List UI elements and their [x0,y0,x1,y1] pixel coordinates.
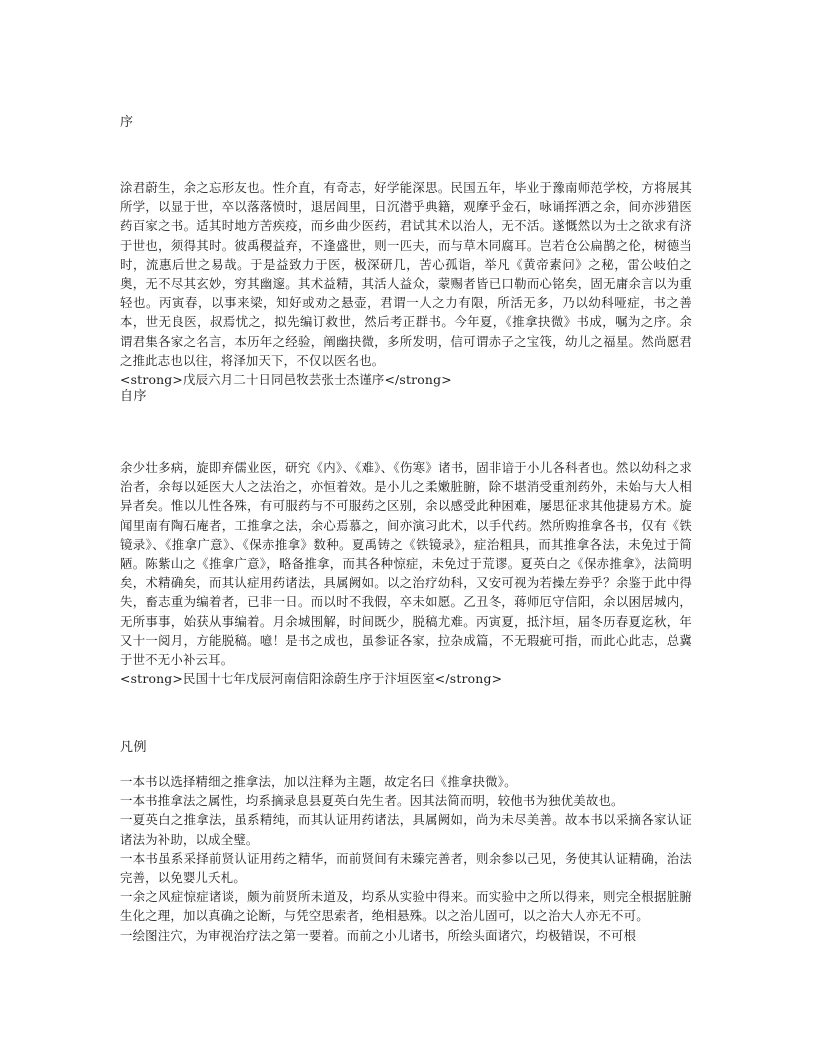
rules-item: 一本书以选择精细之推拿法，加以注释为主题，故定名曰《推拿抉微》。 [120,774,517,789]
preface-heading: 序 [120,115,134,130]
rules-item: 一余之风症惊症诸谈，颇为前贤所未道及，均系从实验中得来。而实验中之所以得来，则完全根据脏腑生化之理，加以真确之论断，与凭空思索者，绝相悬殊。以之治儿固可，以之治大人亦无不可。 [120,889,692,924]
preface-body: 涂君蔚生，余之忘形友也。性介直，有奇志，好学能深思。民国五年，毕业于豫南师范学校，方将展其所学，以显于世，卒以落落愤时，退居闾里，日沉潜乎典籍，观摩乎金石，咏诵挥洒之余，间亦涉猎医药百家之书。适其时地方苦疾疫，而乡曲少医药，君试其术以治人，无不活。遂慨然以为士之欲求有济于世也，须得其时。彼禹稷益弃，不逢盛世，则一匹夫，而与草木同腐耳。岂若仓公扁鹊之伦，树德当时，流惠后世之易哉。于是益致力于医，极深研几，苦心孤诣，举凡《黄帝素问》之秘，雷公岐伯之奥，无不尽其玄妙，穷其幽邃。其术益精，其活人益众，蒙赐者皆已口勒而心铭矣，固无庸余言以为重轻也。丙寅春，以事来梁，知好或劝之悬壶，君谓一人之力有限，所活无多，乃以幼科哑症，书之善本，世无良医，叔焉忧之，拟先编订救世，然后考正群书。今年夏，《推拿抉微》书成，嘱为之序。余谓君集各家之名言，本历年之经验，阐幽抉微，多所发明，信可谓赤子之宝筏，幼儿之福星。然尚愿君之推此志也以往，将泽加天下，不仅以医名也。 [120,180,692,368]
self-preface-section [120,458,692,688]
rules-item: 一绘图注穴，为审视治疗法之第一要着。而前之小儿诸书，所绘头面诸穴，均极错误，不可根 [120,927,637,943]
rules-item: 一本书推拿法之属性，均系摘录息县夏英白先生者。因其法简而明，较他书为独优美故也。 [120,793,624,809]
self-preface-body: 余少壮多病，旋即弃儒业医，研究《内》、《难》、《伤寒》诸书，固非谙于小儿各科者也。然以幼科之求治者，余每以延医大人之法治之，亦恒着效。是小儿之柔嫩脏腑，除不堪消受重剂药外，未始与大人相异者矣。惟以儿性各殊，有可服药与不可服药之区别，余以感受此种困难，屡思征求其他捷易方术。旋闻里南有陶石庵者，工推拿之法，余心焉慕之，间亦演习此术，以手代药。然所购推拿各书，仅有《铁镜录》、《推拿广意》、《保赤推拿》数种。夏禹铸之《铁镜录》，症治粗具，而其推拿各法，未免过于简陋。陈紫山之《推拿广意》，略备推拿，而其各种惊症，未免过于荒谬。夏英白之《保赤推拿》，法简明矣，术精确矣，而其认症用药诸法，具属阙如。以之治疗幼科，又安可视为若操左券乎？余鉴于此中得失，畜志重为编着者，已非一日。而以时不我假，卒未如愿。乙丑冬，蒋师厄守信阳，余以困居城内，无所事事，始获从事编着。月余城围解，时间既少，脱稿尤难。丙寅夏，抵汴垣，届冬历春夏迄秋，年又十一阅月，方能脱稿。噫！是书之成也，虽参证各家，拉杂成篇，不无瑕疵可指，而此心此志，总冀于世不无小补云耳。 [120,460,692,668]
preface-section [120,178,692,389]
rules-heading: 凡例 [120,740,148,755]
self-preface-signature: <strong>民国十七年戊辰河南信阳涂蔚生序于汴垣医室</strong> [120,671,503,687]
rules-item: 一本书虽系采择前贤认证用药之精华，而前贤间有未臻完善者，则余参以己见，务使其认证精确，治法完善，以免婴儿夭札。 [120,850,692,886]
rules-item: 一夏英白之推拿法，虽系精纯，而其认证用药诸法，具属阙如，尚为未尽美善。故本书以采摘各家认证诸法为补助，以成全璧。 [120,812,692,847]
preface-signature: <strong>戊辰六月二十日同邑牧芸张士杰谨序</strong> [120,372,452,388]
rules-list [120,772,692,945]
self-preface-heading: 自序 [120,389,148,404]
